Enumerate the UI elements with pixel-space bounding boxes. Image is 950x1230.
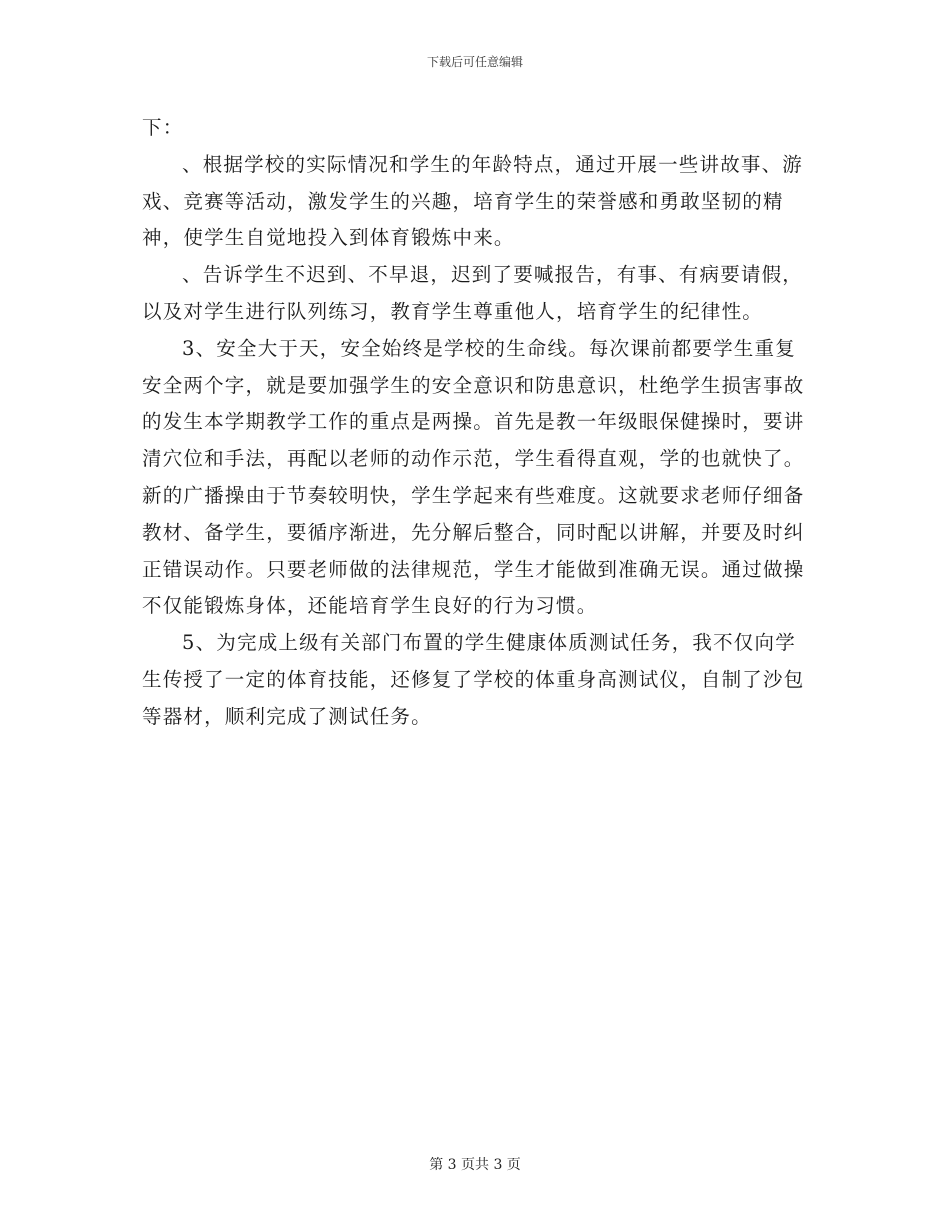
paragraph-fitness-test: 5、为完成上级有关部门布置的学生健康体质测试任务，我不仅向学生传授了一定的体育技能，还修复了学校的体重身高测试仪，自制了沙包等器材，顺利完成了测试任务。 — [142, 631, 805, 728]
page-header: 下载后可任意编辑 — [426, 55, 523, 69]
document-body — [142, 110, 810, 736]
page-number: 第 3 页共 3 页 — [429, 1157, 521, 1173]
paragraph-safety: 3、安全大于天，安全始终是学校的生命线。每次课前都要学生重复安全两个字，就是要加强学生的安全意识和防患意识，杜绝学生损害事故的发生本学期教学工作的重点是两操。首先是教一年级眼保健操时，要讲清穴位和手法，再配以老师的动作示范，学生看得直观，学的也就快了。新的广播操由于节奏较明快，学生学起来有些难度。这就要求老师仔细备教材、备学生，要循序渐进，先分解后整合，同时配以讲解，并要及时纠正错误动作。只要老师做的法律规范，学生才能做到准确无误。通过做操不仅能锻炼身体，还能培育学生良好的行为习惯。 — [142, 336, 805, 618]
paragraph-activities: 、根据学校的实际情况和学生的年龄特点，通过开展一些讲故事、游戏、竞赛等活动，激发学生的兴趣，培育学生的荣誉感和勇敢坚韧的精神，使学生自觉地投入到体育锻炼中来。 — [142, 152, 804, 250]
paragraph-intro: 下： — [142, 116, 184, 139]
paragraph-discipline: 、告诉学生不迟到、不早退，迟到了要喊报告，有事、有病要请假，以及对学生进行队列练习，教育学生尊重他人，培育学生的纪律性。 — [142, 263, 804, 323]
